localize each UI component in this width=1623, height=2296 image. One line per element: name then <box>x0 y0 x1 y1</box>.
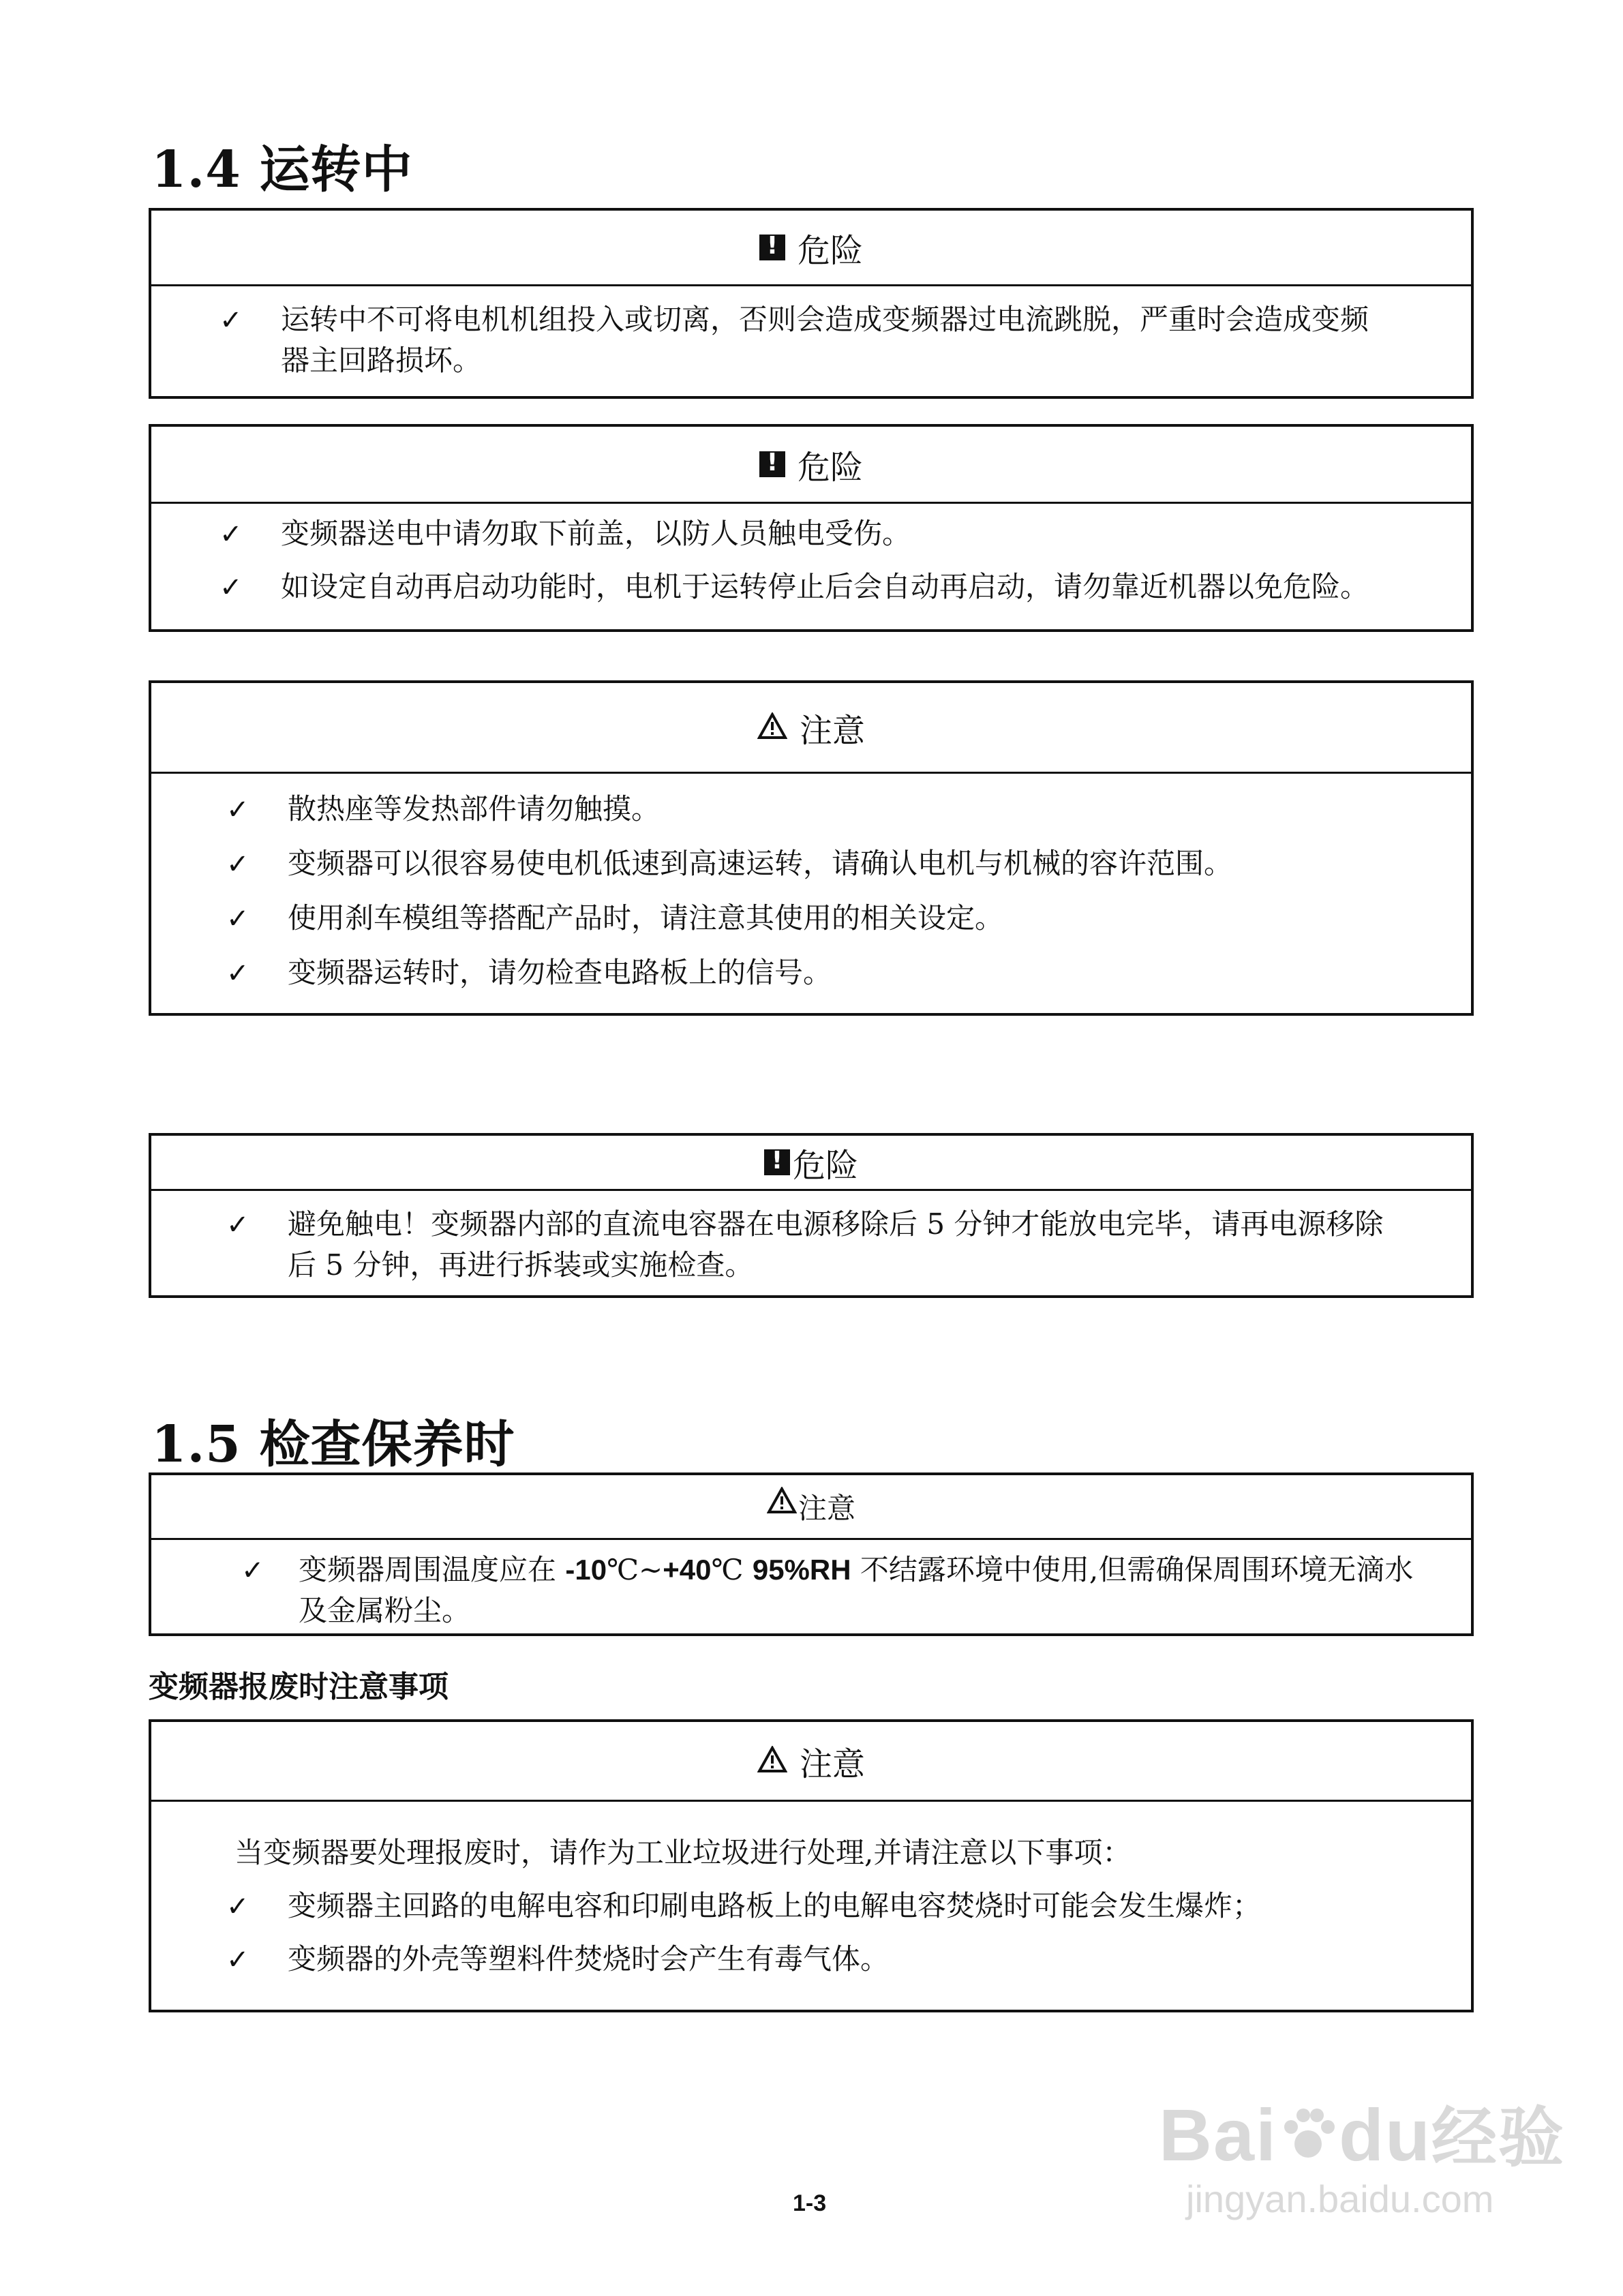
list-item: 变频器的外壳等塑料件焚烧时会产生有毒气体。 <box>288 1942 890 1976</box>
humidity: 95%RH <box>752 1554 851 1586</box>
danger-label: 危险 <box>792 1146 858 1185</box>
danger-box-2 <box>149 424 1474 632</box>
page-number: 1-3 <box>793 2190 827 2216</box>
warning-triangle-icon <box>767 1487 797 1517</box>
danger-box-header <box>151 211 1471 286</box>
check-icon: ✓ <box>226 1891 249 1922</box>
danger-box-1 <box>149 208 1474 399</box>
warning-triangle-icon <box>757 712 787 742</box>
list-item: 避免触电！变频器内部的直流电容器在电源移除后 5 分钟才能放电完毕，请再电源移除 <box>288 1207 1384 1241</box>
danger-icon <box>764 1149 790 1175</box>
list-item: 变频器送电中请勿取下前盖，以防人员触电受伤。 <box>281 517 911 550</box>
watermark-url: jingyan.baidu.com <box>1186 2177 1494 2220</box>
caution-box-header <box>151 1722 1471 1802</box>
caution-box-1 <box>149 680 1474 1016</box>
danger-icon <box>759 451 785 477</box>
watermark-brand-du: du <box>1339 2094 1432 2176</box>
baidu-watermark <box>1159 2086 1565 2221</box>
disposal-intro: 当变频器要处理报废时，请作为工业垃圾进行处理,并请注意以下事项： <box>234 1836 1132 1869</box>
warning-triangle-icon <box>757 1746 787 1776</box>
caution-box-3 <box>149 1719 1474 2012</box>
list-item: 运转中不可将电机机组投入或切离，否则会造成变频器过电流跳脱，严重时会造成变频 <box>281 303 1369 336</box>
list-item: 变频器主回路的电解电容和印刷电路板上的电解电容焚烧时可能会发生爆炸； <box>288 1889 1262 1922</box>
list-item: 使用刹车模组等搭配产品时，请注意其使用的相关设定。 <box>288 901 1004 935</box>
watermark-brand: Bai <box>1159 2094 1278 2176</box>
temp-unit: ℃ <box>711 1553 753 1586</box>
ambient-text: 变频器周围温度应在 <box>299 1553 566 1586</box>
check-icon: ✓ <box>226 903 249 935</box>
check-icon: ✓ <box>219 572 243 603</box>
danger-box-3 <box>149 1133 1474 1298</box>
caution-label: 注意 <box>799 711 865 750</box>
list-item-continuation: 及金属粉尘。 <box>299 1594 471 1627</box>
list-item-continuation: 后 5 分钟，再进行拆装或实施检查。 <box>288 1248 754 1282</box>
disposal-subheading: 变频器报废时注意事项 <box>149 1670 449 1704</box>
check-icon: ✓ <box>241 1555 264 1586</box>
caution-label: 注意 <box>798 1492 855 1525</box>
caution-box-header <box>151 1475 1471 1540</box>
list-item <box>299 1548 1413 1592</box>
list-item: 如设定自动再启动功能时，电机于运转停止后会自动再启动，请勿靠近机器以免危险。 <box>281 570 1369 603</box>
list-item: 变频器可以很容易使电机低速到高速运转，请确认电机与机械的容许范围。 <box>288 847 1233 880</box>
check-icon: ✓ <box>226 1944 249 1976</box>
caution-box-header <box>151 683 1471 774</box>
ambient-text: 不结露环境中使用,但需确保周围环境无滴水 <box>851 1553 1414 1586</box>
temp-min: -10 <box>565 1554 607 1586</box>
paw-icon <box>1277 2103 1339 2164</box>
check-icon: ✓ <box>226 849 249 880</box>
danger-box-header <box>151 1136 1471 1191</box>
check-icon: ✓ <box>226 958 249 989</box>
list-item-continuation: 器主回路损坏。 <box>281 344 482 377</box>
temp-max: +40 <box>663 1554 712 1586</box>
check-icon: ✓ <box>226 1209 249 1241</box>
danger-label: 危险 <box>797 448 863 487</box>
section-title-1-5: 1.5 检查保养时 <box>151 1415 515 1474</box>
check-icon: ✓ <box>219 305 243 336</box>
danger-icon <box>759 235 785 260</box>
list-item: 散热座等发热部件请勿触摸。 <box>288 792 661 826</box>
check-icon: ✓ <box>226 794 249 826</box>
caution-label: 注意 <box>799 1744 865 1783</box>
watermark-brand-cn: 经验 <box>1431 2100 1566 2176</box>
check-icon: ✓ <box>219 519 243 550</box>
temp-unit: ℃~ <box>607 1553 663 1586</box>
caution-box-2 <box>149 1472 1474 1636</box>
danger-label: 危险 <box>797 231 863 270</box>
list-item: 变频器运转时，请勿检查电路板上的信号。 <box>288 956 832 989</box>
danger-box-header <box>151 427 1471 504</box>
section-title-1-4: 1.4 运转中 <box>151 140 413 199</box>
